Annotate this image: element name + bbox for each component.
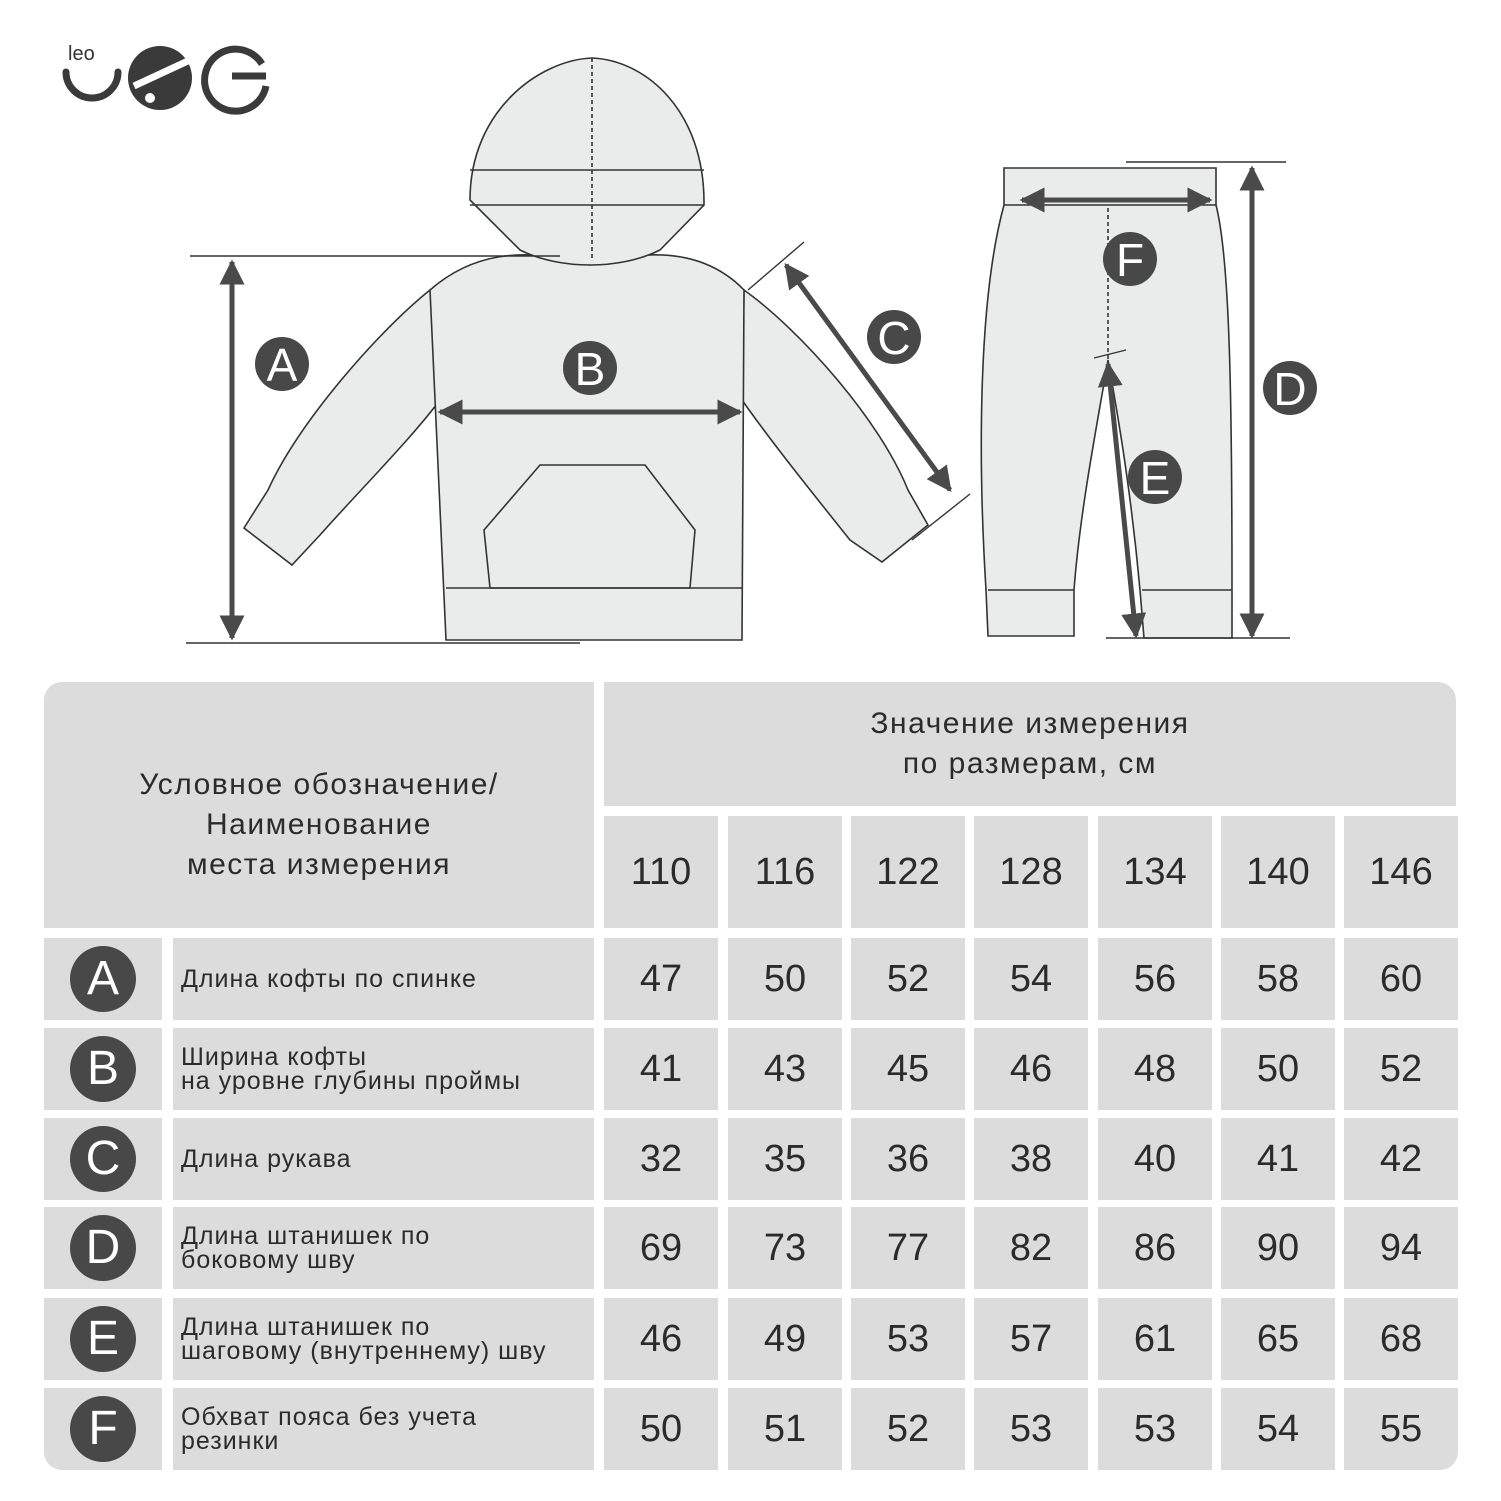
row-label: Длина рукава [181,1145,352,1173]
size-header-128: 128 [974,816,1088,928]
value-cell: 50 [1221,1028,1335,1110]
row-code-badge: C [70,1126,136,1192]
size-header-116: 116 [728,816,842,928]
value-cell: 40 [1098,1118,1212,1200]
value-cell: 54 [974,938,1088,1020]
value-cell: 53 [851,1298,965,1380]
value-cell: 52 [851,1388,965,1470]
row-code-cell [44,1207,162,1289]
measurement-diagram [0,0,1501,670]
row-label: Длина штанишек по шаговому (внутреннему) шву [181,1313,547,1365]
value-cell: 35 [728,1118,842,1200]
value-cell: 77 [851,1207,965,1289]
value-cell: 55 [1344,1388,1458,1470]
svg-text:D: D [1273,363,1307,415]
size-header-146: 146 [1344,816,1458,928]
value-cell: 47 [604,938,718,1020]
value-cell: 58 [1221,938,1335,1020]
value-cell: 57 [974,1298,1088,1380]
size-header-134: 134 [1098,816,1212,928]
value-cell: 46 [604,1298,718,1380]
value-cell: 41 [604,1028,718,1110]
row-code-cell [44,1298,162,1380]
row-label-cell [173,938,594,1020]
value-cell: 38 [974,1118,1088,1200]
row-code-badge: F [70,1396,136,1462]
row-label-cell [173,1298,594,1380]
pants-drawing [981,168,1232,638]
value-cell: 60 [1344,938,1458,1020]
marker-e [1128,450,1182,504]
size-header-110: 110 [604,816,718,928]
value-cell: 86 [1098,1207,1212,1289]
value-cell: 32 [604,1118,718,1200]
row-label: Ширина кофты на уровне глубины проймы [181,1043,522,1095]
logo-text: leo [68,43,95,65]
value-cell: 46 [974,1028,1088,1110]
value-cell: 73 [728,1207,842,1289]
row-label: Обхват пояса без учета резинки [181,1403,477,1455]
row-code-badge: B [70,1036,136,1102]
marker-f [1103,232,1157,286]
header-left-cell [44,682,594,928]
marker-a [255,337,309,391]
size-header-140: 140 [1221,816,1335,928]
value-cell: 48 [1098,1028,1212,1110]
value-cell: 50 [728,938,842,1020]
svg-text:A: A [266,339,298,391]
row-code-cell [44,1118,162,1200]
size-header-122: 122 [851,816,965,928]
value-cell: 49 [728,1298,842,1380]
header-right-cell [604,682,1456,806]
header-left-text: Условное обозначение/ Наименование места измерения [139,768,499,881]
value-cell: 69 [604,1207,718,1289]
value-cell: 68 [1344,1298,1458,1380]
svg-text:F: F [1115,234,1145,286]
row-code-cell [44,1388,162,1470]
marker-d [1263,361,1317,415]
header-right-text: Значение измерения по размерам, см [870,707,1190,780]
value-cell: 56 [1098,938,1212,1020]
marker-c [867,310,921,364]
row-code-badge: A [70,946,136,1012]
row-label-cell [173,1207,594,1289]
row-code-badge: D [70,1215,136,1281]
value-cell: 51 [728,1388,842,1470]
value-cell: 52 [851,938,965,1020]
value-cell: 36 [851,1118,965,1200]
svg-text:B: B [574,343,606,395]
svg-text:E: E [1139,452,1171,504]
row-label-cell [173,1388,594,1470]
row-label: Длина штанишек по боковому шву [181,1222,431,1274]
value-cell: 65 [1221,1298,1335,1380]
value-cell: 53 [974,1388,1088,1470]
value-cell: 45 [851,1028,965,1110]
value-cell: 54 [1221,1388,1335,1470]
marker-b [563,341,617,395]
value-cell: 82 [974,1207,1088,1289]
row-code-cell [44,1028,162,1110]
value-cell: 94 [1344,1207,1458,1289]
row-code-badge: E [70,1306,136,1372]
value-cell: 42 [1344,1118,1458,1200]
row-label: Длина кофты по спинке [181,965,477,993]
row-code-cell [44,938,162,1020]
value-cell: 50 [604,1388,718,1470]
value-cell: 43 [728,1028,842,1110]
svg-text:C: C [877,312,911,364]
value-cell: 53 [1098,1388,1212,1470]
row-label-cell [173,1028,594,1110]
value-cell: 61 [1098,1298,1212,1380]
value-cell: 90 [1221,1207,1335,1289]
value-cell: 41 [1221,1118,1335,1200]
row-label-cell [173,1118,594,1200]
value-cell: 52 [1344,1028,1458,1110]
